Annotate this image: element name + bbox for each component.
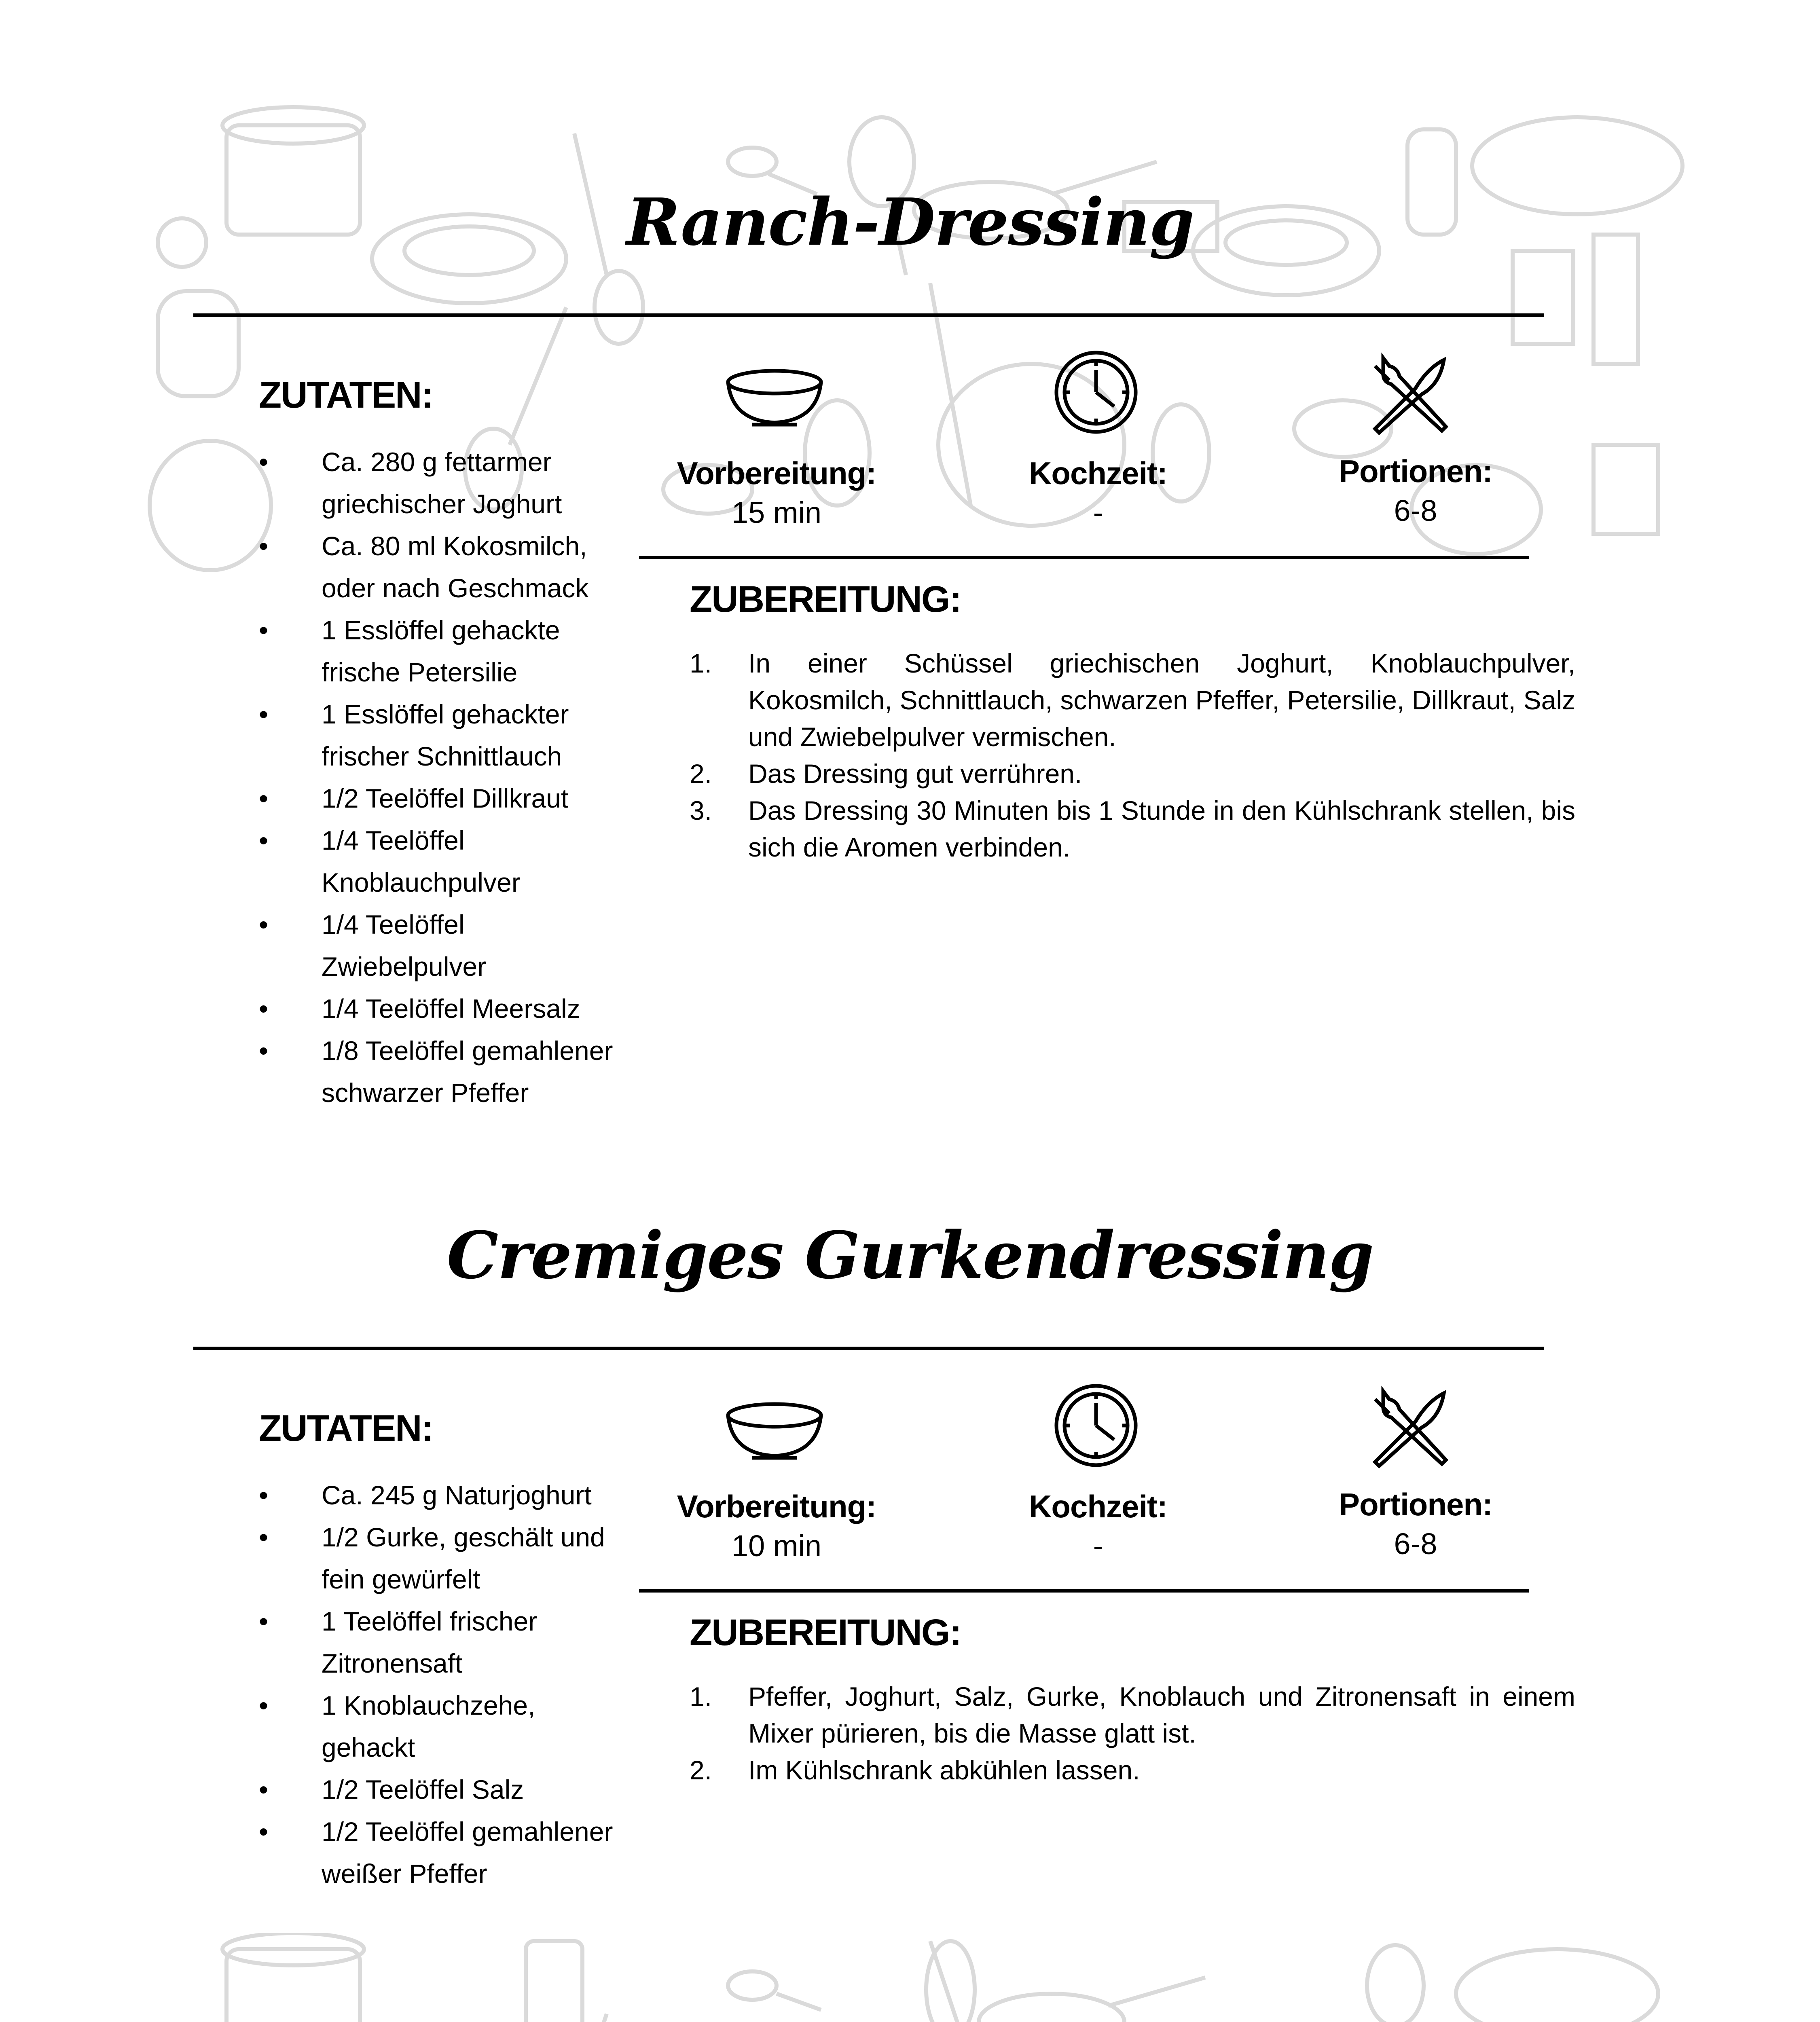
ingredient-item: • 1/2 Teelöffel Dillkraut: [259, 777, 623, 819]
preparation-heading: ZUBEREITUNG:: [690, 579, 961, 620]
step-item: 1. Pfeffer, Joghurt, Salz, Gurke, Knoblauch und Zitronensaft in einem Mixer pürieren, bis die Masse glatt ist.: [690, 1681, 1575, 1748]
step-text: Das Dressing gut verrühren.: [748, 759, 1082, 789]
step-text: In einer Schüssel griechischen Joghurt, Knoblauchpulver, Kokosmilch, Schnittlauch, schwarzen Pfeffer, Petersilie, Dillkraut, Salz und Zwiebelpulver vermischen.: [748, 648, 1575, 752]
ingredient-item: • 1/4 Teelöffel Knoblauchpulver: [259, 819, 623, 903]
title-divider: [193, 313, 1544, 317]
ingredient-item: • 1/4 Teelöffel Zwiebelpulver: [259, 903, 623, 988]
step-text: Das Dressing 30 Minuten bis 1 Stunde in den Kühlschrank stellen, bis sich die Aromen verbinden.: [748, 795, 1575, 862]
servings-value: 6-8: [1394, 494, 1437, 527]
ingredient-item: • 1 Teelöffel frischer Zitronensaft: [259, 1600, 623, 1684]
prep-time-value: 10 min: [731, 1529, 822, 1563]
clock-icon: [1054, 1383, 1139, 1468]
ingredient-item: • 1/2 Teelöffel Salz: [259, 1768, 623, 1810]
title-divider: [193, 1347, 1544, 1350]
ingredient-item: • Ca. 280 g fettarmer griechischer Joghurt: [259, 441, 623, 525]
meta-divider: [639, 1589, 1529, 1593]
servings-label: Portionen:: [1339, 1487, 1492, 1522]
preparation-steps: [690, 1678, 1575, 1789]
kitchen-doodle-background-bottom: [121, 1933, 1699, 2022]
step-item: 2. Im Kühlschrank abkühlen lassen.: [690, 1755, 1140, 1785]
ingredients-heading: ZUTATEN:: [259, 1408, 433, 1449]
ingredient-item: • Ca. 80 ml Kokosmilch, oder nach Geschmack: [259, 525, 623, 609]
step-item: 2. Das Dressing gut verrühren.: [690, 759, 1082, 789]
clock-icon: [1054, 350, 1139, 435]
cook-time-label: Kochzeit:: [1029, 1489, 1167, 1524]
ingredient-item: • 1 Esslöffel gehackter frischer Schnittlauch: [259, 693, 623, 777]
ingredient-item: • 1 Knoblauchzehe, gehackt: [259, 1684, 623, 1768]
prep-time-label: Vorbereitung:: [677, 455, 876, 491]
prep-time-label: Vorbereitung:: [677, 1489, 876, 1524]
cook-time-value: -: [1093, 1529, 1103, 1563]
ingredient-item: • 1 Esslöffel gehackte frische Petersilie: [259, 609, 623, 693]
ingredients-list: [259, 1474, 623, 1895]
preparation-steps: [690, 645, 1575, 866]
bowl-icon: [724, 368, 825, 433]
cutlery-icon: [1367, 352, 1452, 437]
ingredient-item: • 1/2 Gurke, geschält und fein gewürfelt: [259, 1516, 623, 1600]
ingredients-list: [259, 441, 623, 1114]
ingredient-item: • 1/4 Teelöffel Meersalz: [259, 988, 623, 1030]
step-text: Im Kühlschrank abkühlen lassen.: [748, 1755, 1140, 1785]
servings-label: Portionen:: [1339, 453, 1492, 489]
cook-time-value: -: [1093, 496, 1103, 529]
prep-time-value: 15 min: [731, 496, 822, 529]
servings-value: 6-8: [1394, 1527, 1437, 1561]
step-item: 1. In einer Schüssel griechischen Joghurt, Knoblauchpulver, Kokosmilch, Schnittlauch, schwarzen Pfeffer, Petersilie, Dillkraut, Salz und Zwiebelpulver vermischen.: [690, 648, 1575, 752]
step-text: Pfeffer, Joghurt, Salz, Gurke, Knoblauch und Zitronensaft in einem Mixer pürieren, bis die Masse glatt ist.: [748, 1681, 1575, 1748]
ingredient-item: • 1/8 Teelöffel gemahlener schwarzer Pfeffer: [259, 1030, 623, 1114]
preparation-heading: ZUBEREITUNG:: [690, 1612, 961, 1653]
cutlery-icon: [1367, 1385, 1452, 1470]
ingredients-heading: ZUTATEN:: [259, 374, 433, 416]
bowl-icon: [724, 1401, 825, 1466]
cook-time-label: Kochzeit:: [1029, 455, 1167, 491]
recipe-title: Cremiges Gurkendressing: [447, 1217, 1373, 1293]
step-item: 3. Das Dressing 30 Minuten bis 1 Stunde in den Kühlschrank stellen, bis sich die Aromen verbinden.: [690, 795, 1575, 862]
ingredient-item: • Ca. 245 g Naturjoghurt: [259, 1474, 623, 1516]
recipe-title: Ranch-Dressing: [626, 184, 1194, 260]
ingredient-item: • 1/2 Teelöffel gemahlener weißer Pfeffer: [259, 1810, 623, 1895]
meta-divider: [639, 556, 1529, 559]
